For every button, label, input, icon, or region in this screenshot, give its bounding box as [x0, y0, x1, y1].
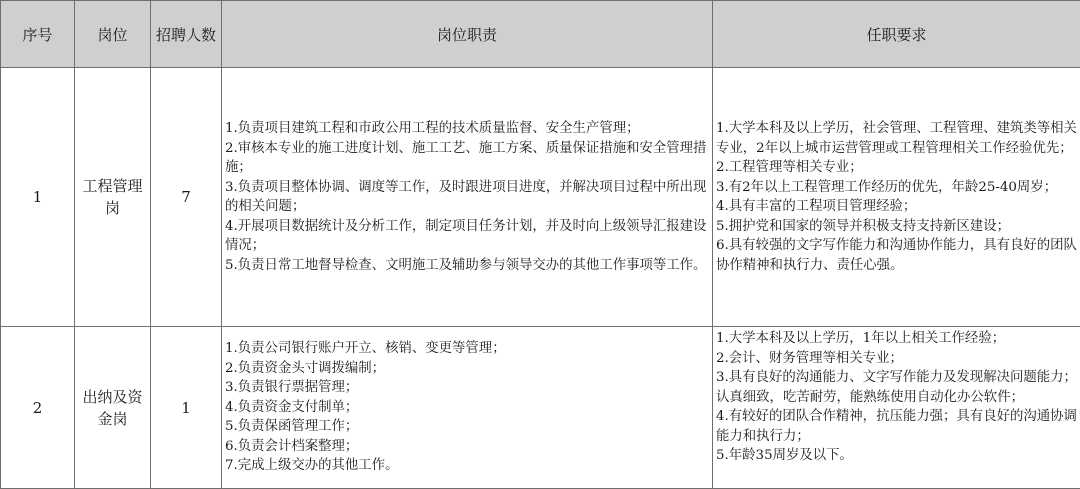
- requirement-item: 4.具有丰富的工程项目管理经验；: [716, 197, 1077, 217]
- header-row: [1, 1, 1080, 68]
- duty-item: 3.负责银行票据管理；: [225, 378, 709, 398]
- cell-duties: [222, 68, 713, 327]
- cell-requirements: [713, 68, 1080, 327]
- header-count: 招聘人数: [151, 1, 222, 68]
- requirement-item: 1.大学本科及以上学历，社会管理、工程管理、建筑类等相关专业，2年以上城市运营管理或工程管理相关工作经验优先；: [716, 119, 1077, 158]
- requirement-item: 2.会计、财务管理等相关专业；: [716, 349, 1077, 369]
- duty-item: 4.开展项目数据统计及分析工作，制定项目任务计划，并及时向上级领导汇报建设情况；: [225, 217, 709, 256]
- requirement-item: 5.年龄35周岁及以下。: [716, 446, 1077, 466]
- header-seq: 序号: [1, 1, 75, 68]
- table-row: [1, 68, 1080, 327]
- duty-item: 1.负责公司银行账户开立、核销、变更等管理；: [225, 339, 709, 359]
- requirement-item: 4.有较好的团队合作精神，抗压能力强；具有良好的沟通协调能力和执行力；: [716, 407, 1077, 446]
- cell-position: 出纳及资金岗: [75, 327, 151, 489]
- requirement-item: 3.有2年以上工程管理工作经历的优先，年龄25-40周岁；: [716, 178, 1077, 198]
- cell-seq: 2: [1, 327, 75, 489]
- requirement-item: 5.拥护党和国家的领导并积极支持支持新区建设；: [716, 217, 1077, 237]
- header-position: 岗位: [75, 1, 151, 68]
- duty-item: 1.负责项目建筑工程和市政公用工程的技术质量监督、安全生产管理；: [225, 119, 709, 139]
- duty-item: 5.负责保函管理工作；: [225, 417, 709, 437]
- requirement-item: 3.具有良好的沟通能力、文字写作能力及发现解决问题能力；认真细致，吃苦耐劳，能熟练使用自动化办公软件；: [716, 368, 1077, 407]
- cell-duties: [222, 327, 713, 489]
- header-requirements: 任职要求: [713, 1, 1080, 68]
- duty-item: 3.负责项目整体协调、调度等工作，及时跟进项目进度，并解决项目过程中所出现的相关问题；: [225, 178, 709, 217]
- header-duties: 岗位职责: [222, 1, 713, 68]
- duty-item: 2.审核本专业的施工进度计划、施工工艺、施工方案、质量保证措施和安全管理措施；: [225, 139, 709, 178]
- table-row: [1, 327, 1080, 489]
- duty-item: 2.负责资金头寸调拨编制；: [225, 359, 709, 379]
- cell-position: 工程管理岗: [75, 68, 151, 327]
- requirement-item: 1.大学本科及以上学历，1年以上相关工作经验；: [716, 329, 1077, 349]
- requirement-item: 6.具有较强的文字写作能力和沟通协作能力，具有良好的团队协作精神和执行力、责任心强。: [716, 236, 1077, 275]
- duty-item: 5.负责日常工地督导检查、文明施工及辅助参与领导交办的其他工作事项等工作。: [225, 256, 709, 276]
- cell-count: 1: [151, 327, 222, 489]
- duty-item: 7.完成上级交办的其他工作。: [225, 456, 709, 476]
- cell-requirements: [713, 327, 1080, 489]
- cell-seq: 1: [1, 68, 75, 327]
- cell-count: 7: [151, 68, 222, 327]
- requirement-item: 2.工程管理等相关专业；: [716, 158, 1077, 178]
- duty-item: 4.负责资金支付制单；: [225, 398, 709, 418]
- duty-item: 6.负责会计档案整理；: [225, 437, 709, 457]
